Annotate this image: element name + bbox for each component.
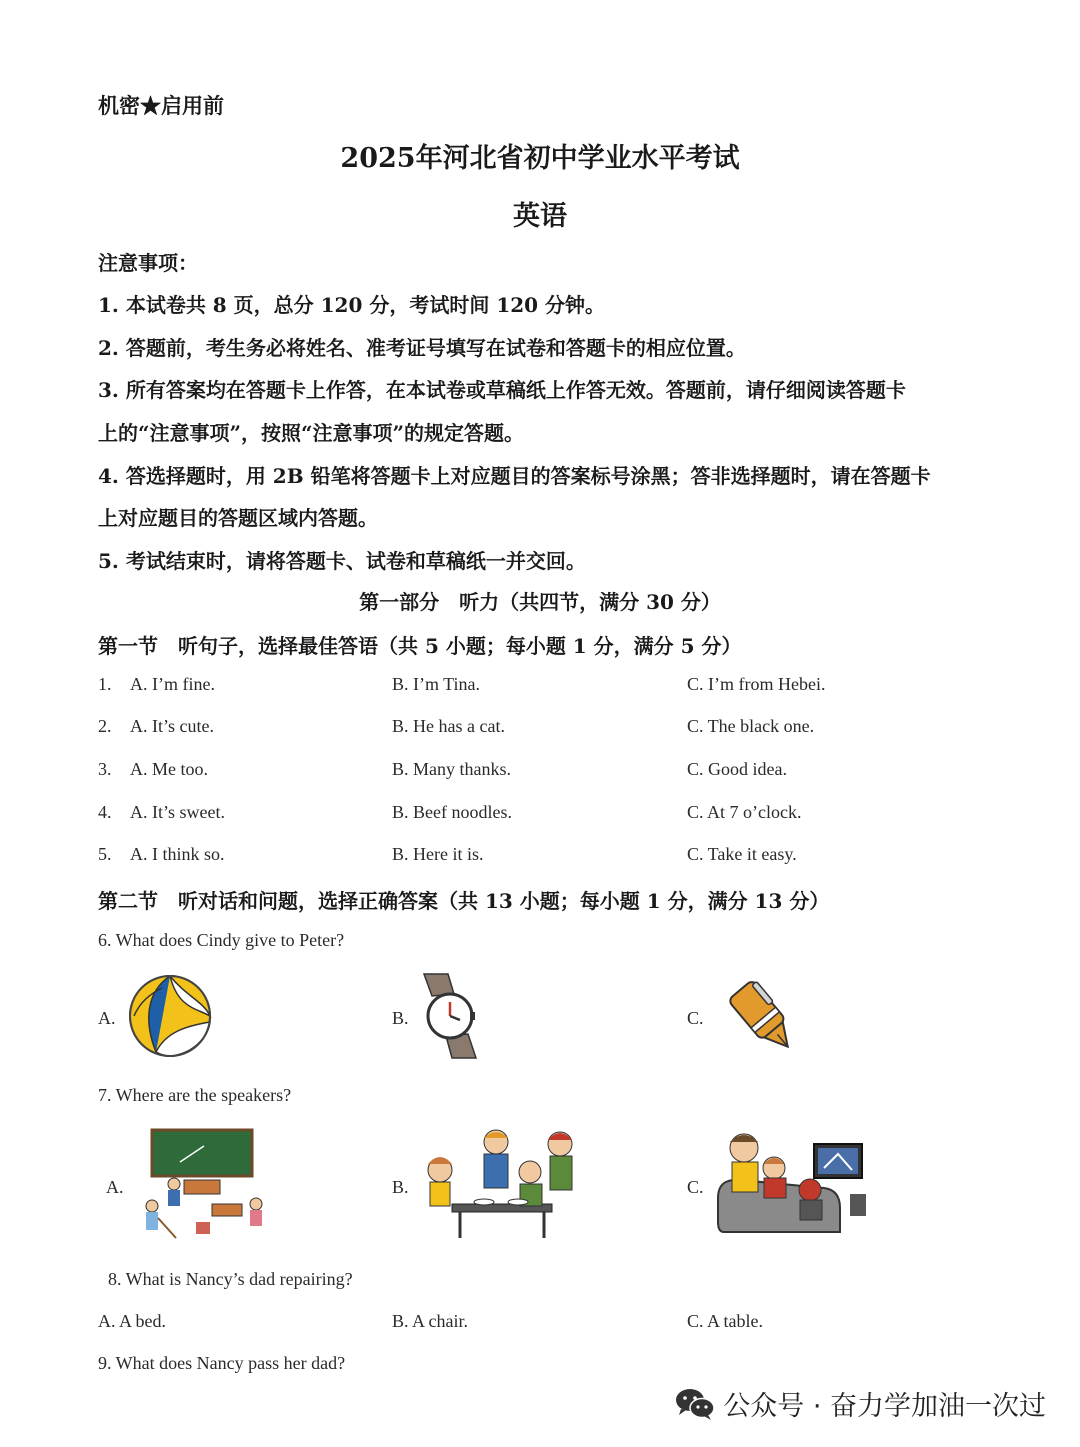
option-b-label: B.: [392, 1177, 409, 1197]
notice-line: 2. 答题前，考生务必将姓名、准考证号填写在试卷和答题卡的相应位置。: [98, 336, 746, 360]
question-8: 8. What is Nancy’s dad repairing?: [108, 1269, 353, 1289]
option-b: B. Beef noodles.: [392, 802, 512, 822]
option-a: A. A bed.: [98, 1311, 167, 1331]
option-b: B. Here it is.: [392, 844, 484, 864]
notice-line: 4. 答选择题时，用 2B 铅笔将答题卡上对应题目的答案标号涂黑；答非选择题时，请在答题卡: [98, 464, 931, 488]
question-number: 5.: [98, 844, 112, 864]
option-a: A. It’s cute.: [130, 716, 214, 736]
wechat-icon: [675, 1387, 715, 1421]
notice-line: 上的“注意事项”，按照“注意事项”的规定答题。: [98, 421, 525, 445]
section2-heading: 第二节 听对话和问题，选择正确答案（共 13 小题；每小题 1 分，满分 13 分）: [98, 889, 830, 913]
option-c: C. I’m from Hebei.: [687, 674, 826, 694]
option-c-label: C.: [687, 1008, 704, 1028]
option-b: B. He has a cat.: [392, 716, 505, 736]
option-a: A. Me too.: [130, 759, 208, 779]
confidential-mark: 机密★启用前: [98, 93, 224, 118]
notice-line: 3. 所有答案均在答题卡上作答，在本试卷或草稿纸上作答无效。答题前，请仔细阅读答题卡: [98, 378, 906, 402]
question-7: 7. Where are the speakers?: [98, 1085, 292, 1105]
question-number: 2.: [98, 716, 112, 736]
classroom-image: [132, 1126, 274, 1242]
option-c: C. At 7 o’clock.: [687, 802, 802, 822]
option-a: A. It’s sweet.: [130, 802, 225, 822]
option-c-label: C.: [687, 1177, 704, 1197]
option-c: C. Take it easy.: [687, 844, 797, 864]
section1-heading: 第一节 听句子，选择最佳答语（共 5 小题；每小题 1 分，满分 5 分）: [98, 634, 742, 658]
question-number: 4.: [98, 802, 112, 822]
notice-line: 5. 考试结束时，请将答题卡、试卷和草稿纸一并交回。: [98, 549, 586, 573]
dining-room-image: [418, 1124, 584, 1242]
wechat-watermark: [675, 1384, 1046, 1423]
fountain-pen-image: [716, 974, 808, 1058]
question-9: 9. What does Nancy pass her dad?: [98, 1353, 346, 1373]
question-6: 6. What does Cindy give to Peter?: [98, 930, 345, 950]
option-a: A. I’m fine.: [130, 674, 215, 694]
question-number: 3.: [98, 759, 112, 779]
option-c: C. Good idea.: [687, 759, 787, 779]
exam-subject: 英语: [513, 201, 567, 232]
notice-line: 上对应题目的答题区域内答题。: [98, 506, 378, 530]
option-c: C. The black one.: [687, 716, 815, 736]
watermark-text: 公众号 · 奋力学加油一次过: [723, 1391, 1046, 1422]
notice-line: 1. 本试卷共 8 页，总分 120 分，考试时间 120 分钟。: [98, 293, 606, 317]
option-a-label: A.: [98, 1008, 116, 1028]
part1-heading: 第一部分 听力（共四节，满分 30 分）: [359, 590, 721, 614]
option-b: B. I’m Tina.: [392, 674, 481, 694]
living-room-image: [714, 1128, 874, 1240]
volleyball-image: [126, 972, 214, 1060]
exam-title: 2025年河北省初中学业水平考试: [340, 143, 740, 174]
watch-image: [418, 970, 482, 1062]
option-b: B. Many thanks.: [392, 759, 511, 779]
option-c: C. A table.: [687, 1311, 763, 1331]
option-b: B. A chair.: [392, 1311, 468, 1331]
option-b-label: B.: [392, 1008, 409, 1028]
question-number: 1.: [98, 674, 112, 694]
notice-heading: 注意事项：: [98, 251, 198, 275]
option-a: A. I think so.: [130, 844, 225, 864]
option-a-label: A.: [106, 1177, 124, 1197]
